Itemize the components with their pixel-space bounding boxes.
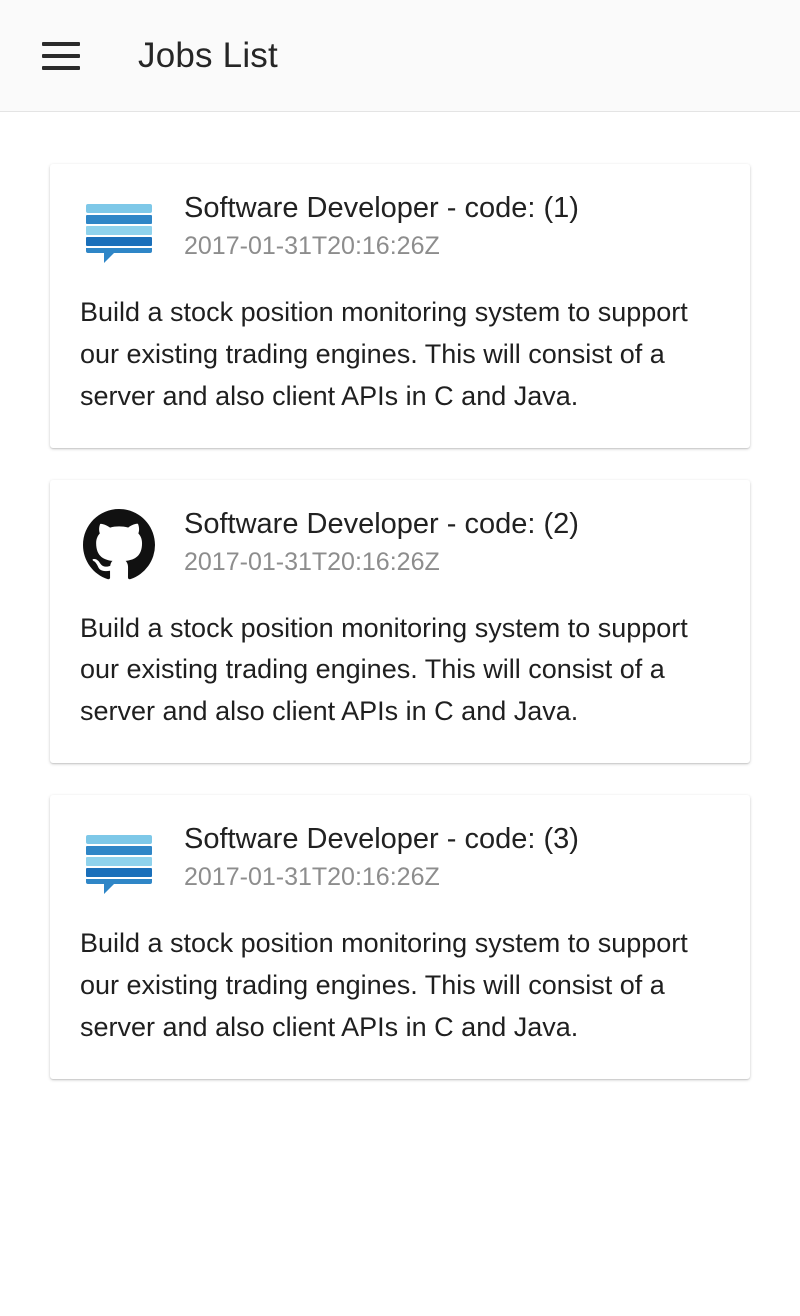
app-toolbar	[0, 0, 800, 112]
menu-bar-2	[42, 54, 80, 58]
job-card-headtext	[184, 821, 579, 892]
job-card-header	[80, 821, 720, 899]
github-octocat-icon	[80, 506, 158, 584]
job-card-header	[80, 190, 720, 268]
job-title: Software Developer - code: (3)	[184, 823, 579, 856]
hamburger-menu-icon[interactable]	[42, 38, 86, 74]
job-card-headtext	[184, 190, 579, 261]
job-description: Build a stock position monitoring system to support our existing trading engines. This will consist of a server and also client APIs in C and Java.	[80, 297, 688, 411]
job-title: Software Developer - code: (2)	[184, 507, 579, 540]
job-timestamp: 2017-01-31T20:16:26Z	[184, 547, 440, 576]
menu-bar-3	[42, 66, 80, 70]
list-item[interactable]	[50, 164, 750, 448]
job-timestamp: 2017-01-31T20:16:26Z	[184, 863, 440, 892]
page-title: Jobs List	[138, 35, 278, 75]
stacked-lines-chat-icon	[80, 821, 158, 899]
job-description: Build a stock position monitoring system to support our existing trading engines. This will consist of a server and also client APIs in C and Java.	[80, 612, 688, 727]
job-title: Software Developer - code: (1)	[184, 192, 579, 224]
job-timestamp: 2017-01-31T20:16:26Z	[184, 232, 440, 261]
stacked-lines-chat-icon	[80, 190, 158, 268]
list-item[interactable]	[50, 795, 750, 1079]
menu-bar-1	[42, 42, 80, 46]
job-description: Build a stock position monitoring system to support our existing trading engines. This will consist of a server and also client APIs in C and Java.	[80, 928, 688, 1042]
job-card-headtext	[184, 506, 579, 577]
job-card-header	[80, 506, 720, 584]
jobs-list	[0, 112, 800, 1079]
list-item[interactable]	[50, 480, 750, 764]
